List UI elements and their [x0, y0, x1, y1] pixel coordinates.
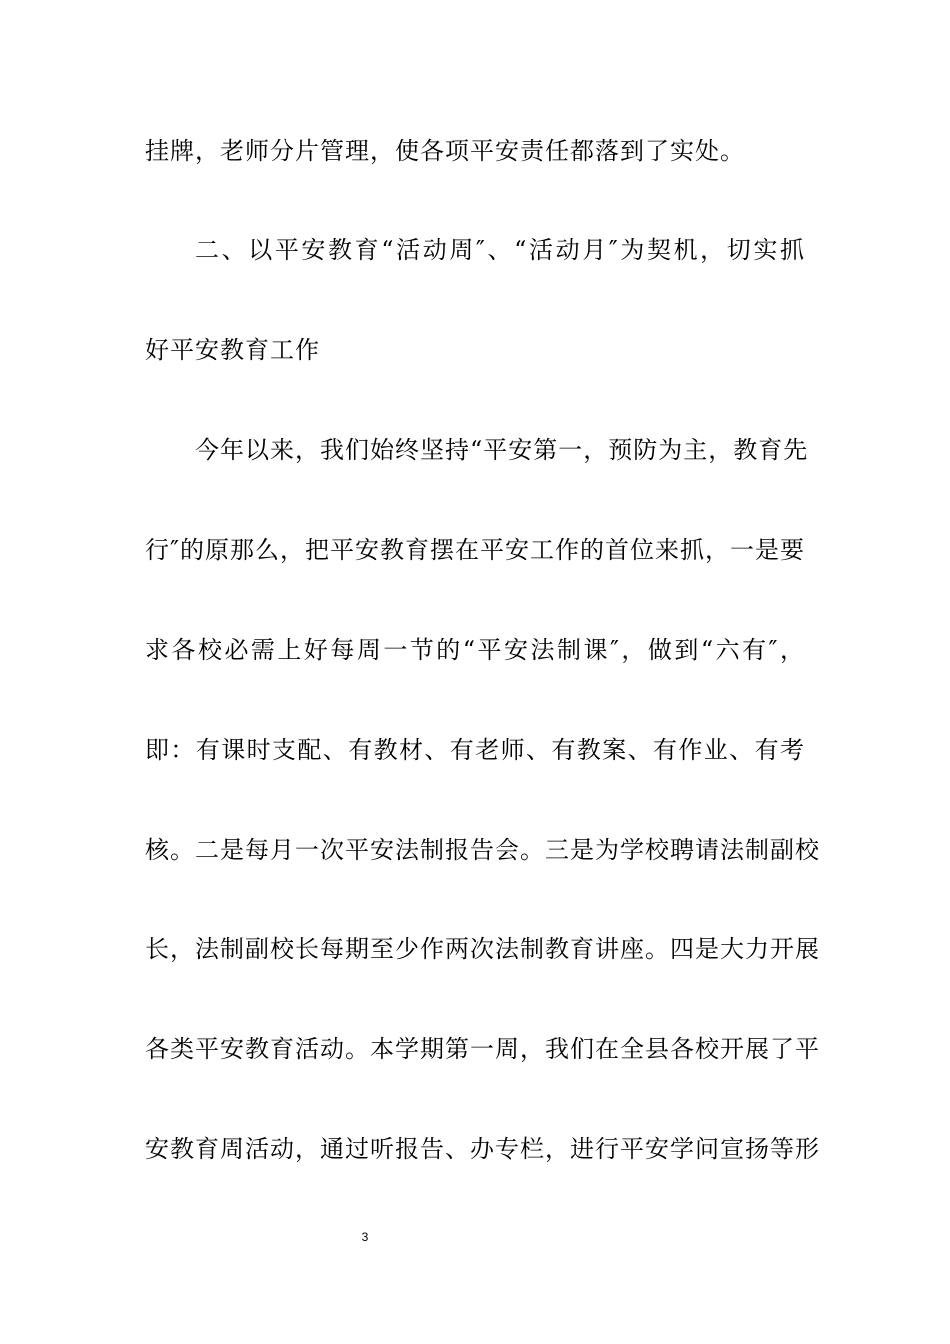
section-heading-line-2: 好平安教育工作	[145, 336, 320, 364]
text-line-11: 安教育周活动，通过听报告、办专栏，进行平安学问宣扬等形	[145, 1135, 820, 1163]
text-line-5: 行″的原那么，把平安教育摆在平安工作的首位来抓，一是要	[145, 536, 805, 564]
text-line-10: 各类平安教育活动。本学期第一周，我们在全县各校开展了平	[145, 1035, 820, 1063]
text-line-7: 即：有课时支配、有教材、有老师、有教案、有作业、有考	[145, 736, 805, 764]
text-line-6: 求各校必需上好每周一节的“平安法制课″，做到“六有″，	[145, 636, 805, 664]
page-number: 3	[361, 1230, 369, 1244]
text-line-8: 核。二是每月一次平安法制报告会。三是为学校聘请法制副校	[145, 836, 820, 864]
text-line-1: 挂牌，老师分片管理，使各项平安责任都落到了实处。	[145, 137, 745, 165]
text-line-9: 长，法制副校长每期至少作两次法制教育讲座。四是大力开展	[145, 935, 820, 963]
section-heading-line-1: 二、以平安教育“活动周″、“活动月″为契机，切实抓	[195, 236, 805, 264]
text-line-4: 今年以来，我们始终坚持“平安第一，预防为主，教育先	[195, 436, 809, 464]
